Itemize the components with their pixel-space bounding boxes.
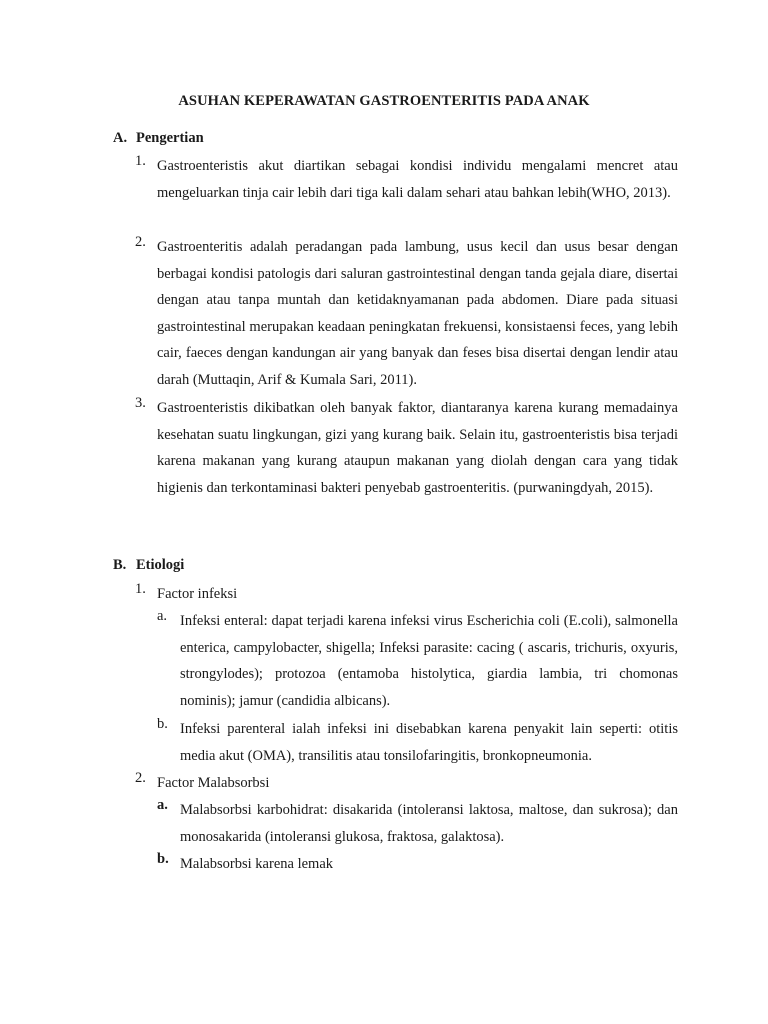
list-number: 1. (135, 153, 146, 169)
list-number: 2. (135, 234, 146, 250)
list-text: Gastroenteristis dikibatkan oleh banyak faktor, diantaranya karena kurang memadainya kesehatan suatu lingkungan, gizi yang kurang baik. Selain itu, gastroenteristis bisa terjadi karena makanan yang kurang ataupun makanan yang diolah dengan cara yang tidak higienis dan terkontaminasi bakteri penyebab gastroenteritis. (purwaningdyah, 2015). (157, 400, 678, 496)
sub-list-item (157, 608, 678, 714)
sub-list-letter: a. (157, 797, 168, 813)
list-text: Gastroenteritis adalah peradangan pada lambung, usus kecil dan usus besar dengan berbagai kondisi patologis dari saluran gastrointestinal dengan tanda gejala diare, disertai dengan atau tanpa muntah dan ketidaknyamanan pada abdomen. Diare pada situasi gastrointestinal merupakan keadaan peningkatan frekuensi, konsistaensi feces, yang lebih cair, faeces dengan kandungan air yang banyak dan feses bisa disertai dengan lendir atau darah (Muttaqin, Arif & Kumala Sari, 2011). (157, 239, 678, 388)
list-item (135, 581, 678, 608)
sub-list-text: Infeksi enteral: dapat terjadi karena infeksi virus Escherichia coli (E.coli), salmonella enterica, campylobacter, shigella; Infeksi parasite: cacing ( ascaris, trichuris, oxyuris, strongylodes); protozoa (entamoba histolytica, giardia lambia, tri chomonas nominis); jamur (candidia albicans). (180, 613, 678, 709)
list-text: Gastroenteristis akut diartikan sebagai kondisi individu mengalami mencret atau mengeluarkan tinja cair lebih dari tiga kali dalam sehari atau bahkan lebih(WHO, 2013). (157, 158, 678, 201)
sub-list-text: Infeksi parenteral ialah infeksi ini disebabkan karena penyakit lain seperti: otitis media akut (OMA), transilitis atau tonsilofaringitis, bronkopneumonia. (180, 721, 678, 764)
sub-list-letter: b. (157, 851, 169, 867)
section-a-heading (113, 130, 204, 147)
section-a-letter: A. (113, 130, 128, 146)
sub-list-item (157, 716, 678, 769)
sub-list-item (157, 851, 678, 878)
document-title: ASUHAN KEPERAWATAN GASTROENTERITIS PADA ANAK (178, 93, 590, 109)
section-b-letter: B. (113, 557, 127, 573)
list-item (135, 153, 678, 206)
list-text: Factor infeksi (157, 586, 238, 602)
sub-list-letter: b. (157, 716, 168, 732)
sub-list-letter: a. (157, 608, 168, 624)
section-b-heading (113, 557, 184, 574)
section-a-title: Pengertian (136, 130, 204, 146)
list-item (135, 770, 678, 797)
list-item (135, 395, 678, 501)
section-b-title: Etiologi (136, 557, 185, 573)
list-text: Factor Malabsorbsi (157, 775, 270, 791)
sub-list-text: Malabsorbsi karena lemak (180, 856, 334, 872)
list-number: 2. (135, 770, 146, 786)
list-number: 3. (135, 395, 146, 411)
list-number: 1. (135, 581, 146, 597)
sub-list-item (157, 797, 678, 850)
sub-list-text: Malabsorbsi karbohidrat: disakarida (intoleransi laktosa, maltose, dan sukrosa); dan monosakarida (intoleransi glukosa, fraktosa, galaktosa). (180, 802, 678, 845)
list-item (135, 234, 678, 393)
